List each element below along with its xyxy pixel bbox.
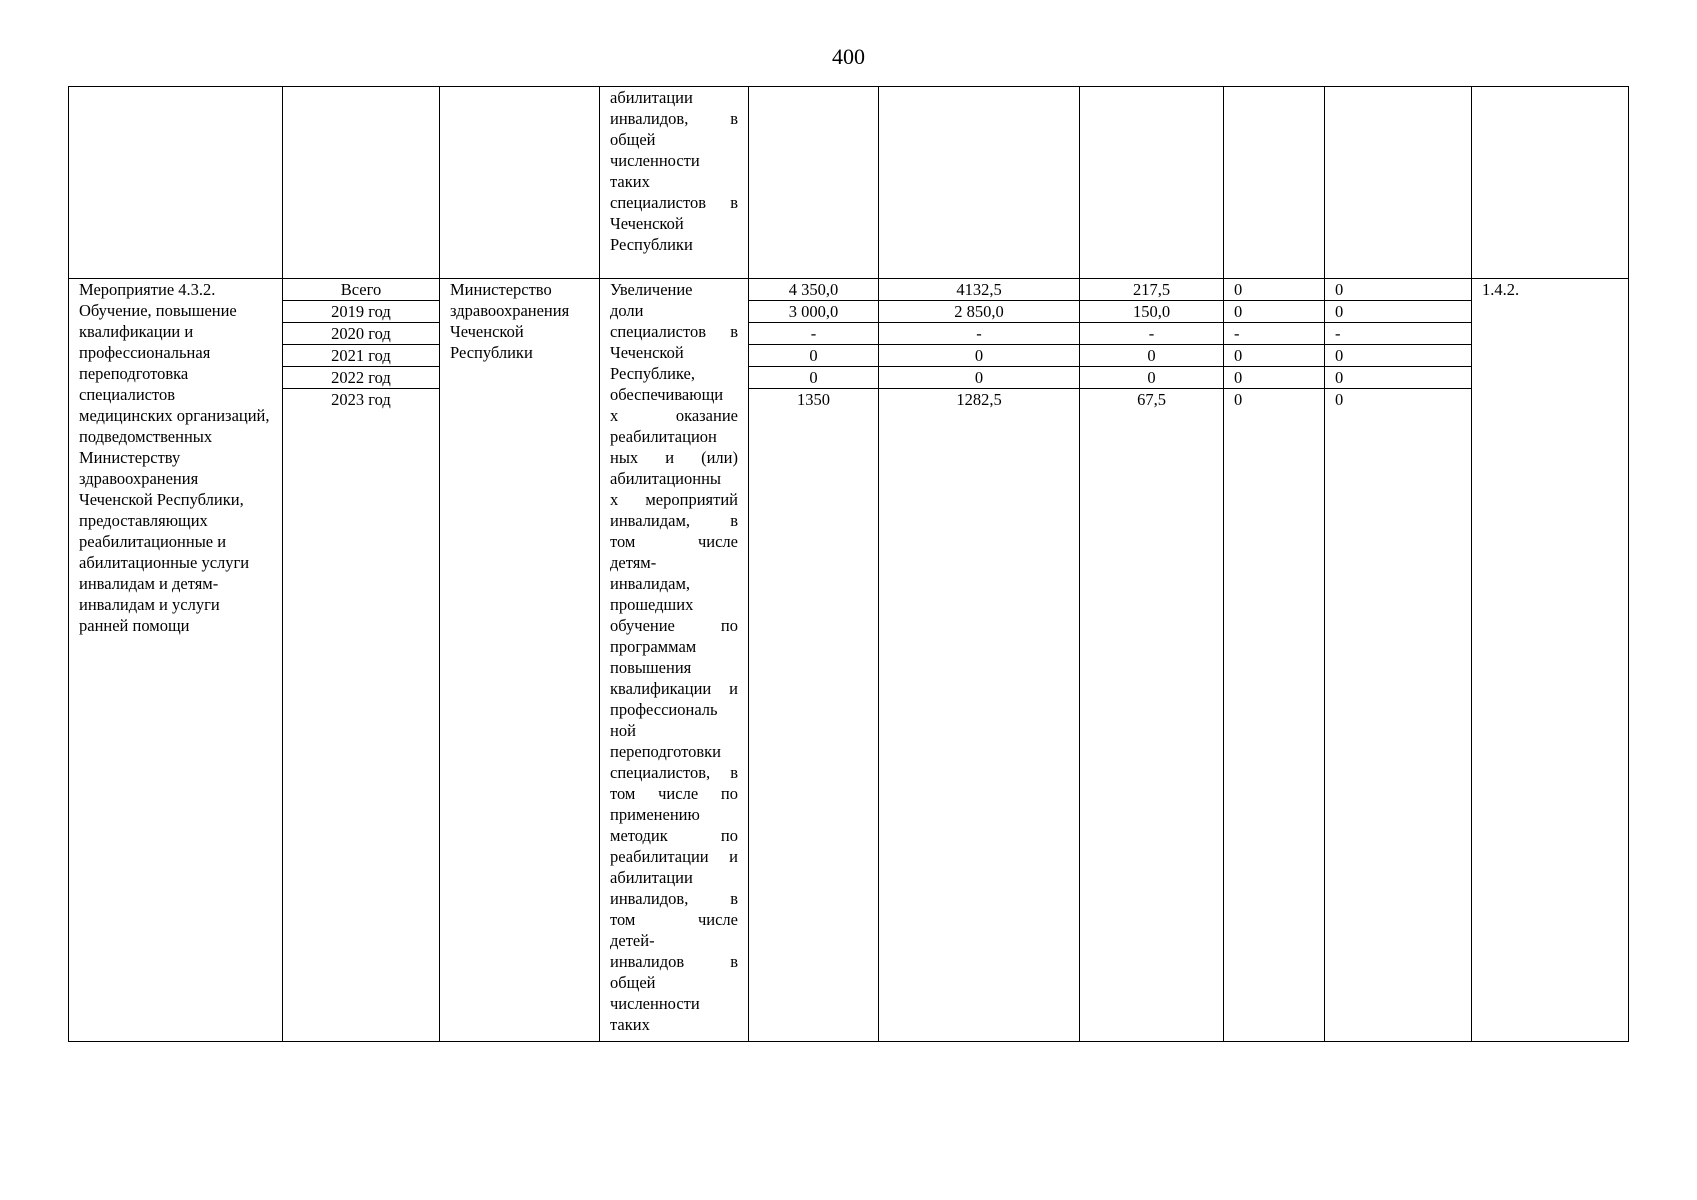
cont-total-cell [749, 87, 879, 279]
measure-title: Мероприятие 4.3.2. Обучение, повышение квалификации и профессиональная переподготовка специалистов медицинских организаций, подведомственных Министерству здравоохранения Чеченской Республики, предоставляющих реабилитационные и абилитационные услуги инвалидам и детям-инвалидам и услуги ранней помощи [79, 280, 270, 635]
indicator-line: детей- [610, 931, 655, 950]
indicator-line: ных и (или) [610, 448, 738, 467]
cont-indicator-line: Республики [610, 235, 693, 254]
indicator-line: обучение по [610, 616, 738, 635]
cont-indicator-line: специалистов в [610, 193, 738, 212]
total-value: 4 350,0 [749, 279, 878, 301]
reg-value: - [1080, 323, 1223, 345]
executor-cell [440, 279, 600, 1042]
mun-value: - [1224, 323, 1324, 345]
mun-value: 0 [1224, 367, 1324, 389]
indicator-line: том числе по [610, 784, 738, 803]
total-value: - [749, 323, 878, 345]
cont-fed-cell [879, 87, 1080, 279]
indicator-text [600, 279, 748, 1035]
indicator-line: прошедших [610, 595, 694, 614]
indicator-line: детям- [610, 553, 657, 572]
reg-value: 67,5 [1137, 390, 1166, 409]
reg-value: 0 [1080, 345, 1223, 367]
reg-value: 150,0 [1080, 301, 1223, 323]
cont-other-cell [1325, 87, 1472, 279]
fed-value: 4132,5 [879, 279, 1079, 301]
period-label: 2020 год [283, 323, 439, 345]
indicator-line: инвалидам, в [610, 511, 738, 530]
cont-indicator-cell [600, 87, 749, 279]
reg-value: 0 [1080, 367, 1223, 389]
indicator-line: применению [610, 805, 700, 824]
indicator-line: специалистов, в [610, 763, 738, 782]
cont-period-cell [283, 87, 440, 279]
indicator-line: том числе [610, 910, 738, 929]
fed-values [879, 279, 1079, 410]
code-cell [1472, 279, 1629, 1042]
indicator-line: специалистов в [610, 322, 738, 341]
period-label: 2021 год [283, 345, 439, 367]
indicator-line: инвалидов в [610, 952, 738, 971]
other-value: 0 [1325, 367, 1471, 389]
indicator-line: Увеличение [610, 280, 693, 299]
indicator-line: инвалидам, [610, 574, 691, 593]
cont-indicator-line: абилитации [610, 88, 693, 107]
indicator-line: повышения [610, 658, 692, 677]
cont-indicator-line: численности [610, 151, 700, 170]
mun-value: 0 [1234, 390, 1243, 409]
total-value: 0 [749, 345, 878, 367]
cont-indicator-line: инвалидов, в [610, 109, 738, 128]
indicator-line: х мероприятий [610, 490, 738, 509]
reg-values [1080, 279, 1223, 410]
cont-mun-cell [1224, 87, 1325, 279]
continuation-row [69, 87, 1629, 279]
total-value: 3 000,0 [749, 301, 878, 323]
period-label: 2023 год [331, 390, 391, 409]
other-value: 0 [1325, 301, 1471, 323]
indicator-line: инвалидов, в [610, 889, 738, 908]
indicator-line: ной [610, 721, 636, 740]
executor-name: Министерство здравоохранения Чеченской Республики [450, 280, 570, 362]
indicator-cell [600, 279, 749, 1042]
period-label: Всего [283, 279, 439, 301]
indicator-line: программам [610, 637, 697, 656]
mun-values [1224, 279, 1324, 410]
other-value: 0 [1325, 279, 1471, 301]
fed-value: - [879, 323, 1079, 345]
cont-reg-cell [1080, 87, 1224, 279]
indicator-code: 1.4.2. [1482, 280, 1520, 299]
indicator-line: абилитации [610, 868, 693, 887]
other-cell [1325, 279, 1472, 1042]
fed-value: 1282,5 [956, 390, 1002, 409]
indicator-line: Чеченской [610, 343, 684, 362]
other-value: 0 [1325, 345, 1471, 367]
fed-value: 2 850,0 [879, 301, 1079, 323]
program-table [68, 86, 1629, 1042]
total-values [749, 279, 878, 410]
indicator-line: доли [610, 301, 644, 320]
indicator-line: численности [610, 994, 700, 1013]
indicator-line: квалификации и [610, 679, 738, 698]
cont-executor-cell [440, 87, 600, 279]
indicator-line: переподготовки [610, 742, 721, 761]
indicator-line: Республике, [610, 364, 695, 383]
period-label: 2019 год [283, 301, 439, 323]
mun-value: 0 [1224, 279, 1324, 301]
measure-title-cell [69, 279, 283, 1042]
indicator-line: абилитационны [610, 469, 722, 488]
mun-cell [1224, 279, 1325, 1042]
total-cell [749, 279, 879, 1042]
measure-row [69, 279, 1629, 1042]
total-value: 0 [749, 367, 878, 389]
cont-indicator-line: таких [610, 172, 650, 191]
indicator-line: обеспечивающи [610, 385, 724, 404]
cont-measure-cell [69, 87, 283, 279]
indicator-line: реабилитацион [610, 427, 717, 446]
period-cell [283, 279, 440, 1042]
page-number: 400 [832, 44, 865, 69]
indicator-line: реабилитации и [610, 847, 738, 866]
mun-value: 0 [1224, 301, 1324, 323]
indicator-line: таких [610, 1015, 650, 1034]
fed-value: 0 [879, 367, 1079, 389]
other-values [1325, 279, 1471, 410]
fed-cell [879, 279, 1080, 1042]
period-label: 2022 год [283, 367, 439, 389]
indicator-line: профессиональ [610, 700, 718, 719]
indicator-line: том числе [610, 532, 738, 551]
fed-value: 0 [879, 345, 1079, 367]
indicator-line: х оказание [610, 406, 738, 425]
total-value: 1350 [797, 390, 830, 409]
cont-indicator-line: Чеченской [610, 214, 684, 233]
indicator-line: методик по [610, 826, 738, 845]
other-value: - [1325, 323, 1471, 345]
reg-value: 217,5 [1080, 279, 1223, 301]
period-list [283, 279, 439, 410]
reg-cell [1080, 279, 1224, 1042]
cont-indicator-text [600, 87, 748, 255]
cont-code-cell [1472, 87, 1629, 279]
cont-indicator-line: общей [610, 130, 656, 149]
indicator-line: общей [610, 973, 656, 992]
other-value: 0 [1335, 390, 1344, 409]
mun-value: 0 [1224, 345, 1324, 367]
